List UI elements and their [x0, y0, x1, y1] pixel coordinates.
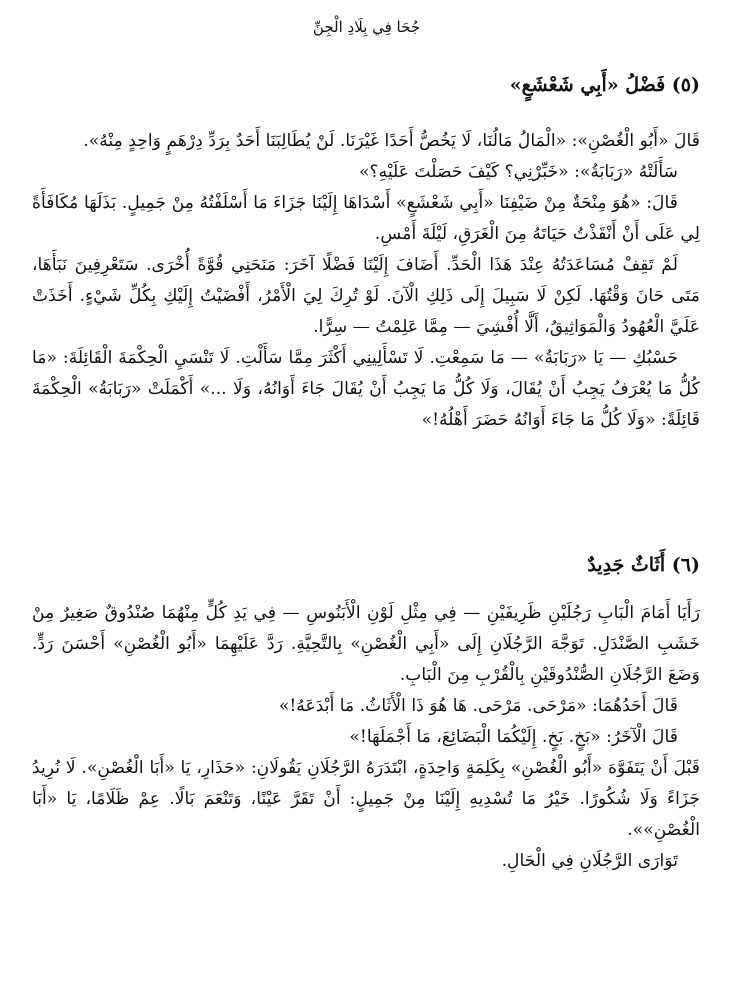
paragraph: لَمْ تَقِفْ مُسَاعَدَتُهُ عِنْدَ هَذَا الْحَدِّ. أَضَافَ إِلَيْنَا فَضْلًا آخَرَ: مَنَحَنِي قُوَّةً أُخْرَى. سَتَعْرِفِينَ نَبَأَهَا، مَتَى حَانَ وَقْتُهَا. لَكِنْ لَا سَبِيلَ إِلَى ذَلِكِ الْآنَ. لَوْ تُرِكَ لِيَ الْأَمْرُ، أَفْضَيْتُ إِلَيْكِ بِكُلِّ شَيْءٍ. أَخَذَتْ عَلَيَّ الْعُهُودُ وَالْمَوَاثِيقُ، أَلَّا أُفْشِيَ — مِمَّا عَلِمْتُ — سِرًّا.	[32, 255, 700, 337]
paragraph: تَوَارَى الرَّجُلَانِ فِي الْحَالِ.	[501, 851, 678, 871]
section-6-title: (٦) أَثَاثٌ جَدِيدٌ	[587, 554, 700, 576]
paragraph: حَسْبُكِ — يَا «رَبَابَةُ» — مَا سَمِعْتِ. لَا تَسْأَلِينِي أَكْثَرَ مِمَّا سَأَلْتِ. لَا تَنْسَيِ الْحِكْمَةَ الْقَائِلَةَ: «مَا كُلُّ مَا يُعْرَفُ يَجِبُ أَنْ يُقَالَ، وَلَا كُلُّ مَا يَجِبُ أَنْ يُقَالَ جَاءَ أَوَانُهُ، وَلَا ...» أَكْمَلَتْ «رَبَابَةُ» الْحِكْمَةَ قَائِلَةً: «وَلَا كُلُّ مَا جَاءَ أَوَانُهُ حَضَرَ أَهْلُهُ!»	[32, 348, 700, 430]
paragraph: قَالَ الْآخَرُ: «بَخٍ. بَخٍ. إِلَيْكُمَا الْبَضَائِعَ، مَا أَجْمَلَهَا!»	[349, 727, 678, 747]
section-5	[32, 68, 700, 436]
paragraph: قَالَ «أَبُو الْغُصْنِ»: «الْمَالُ مَالُنَا، لَا يَخُصُّ أَحَدًا غَيْرَنَا. لَنْ يُطَالِبَنَا أَحَدٌ بِرَدِّ دِرْهَمٍ وَاحِدٍ مِنْهُ».	[83, 131, 700, 151]
paragraph: قَالَ أَحَدُهُمَا: «مَرْحَى. مَرْحَى. هَا هُوَ ذَا الْأَثَاثُ. مَا أَبْدَعَهُ!»	[278, 696, 678, 716]
section-6	[32, 548, 700, 877]
paragraph: قَالَ: «هُوَ مِنْحَةٌ مِنْ ضَيْفِنَا «أَبِي شَعْشَعٍ» أَسْدَاهَا إِلَيْنَا جَزَاءَ مَا أَسْلَفْتُهُ مِنْ جَمِيلٍ. بَذَلَهَا مُكَافَأَةً لِي عَلَى أَنْ أَنْقَذْتُ حَيَاتَهُ مِنَ الْغَرَقِ، لَيْلَةَ أَمْسِ.	[32, 193, 700, 244]
paragraph: قَبْلَ أَنْ يَتَفَوَّهَ «أَبُو الْغُصْنِ» بِكَلِمَةٍ وَاحِدَةٍ، ابْتَدَرَهُ الرَّجُلَانِ يَقُولَانِ: «حَذَارِ، يَا «أَبَا الْغُصْنِ». لَا نُرِيدُ جَزَاءً وَلَا شُكُورًا. خَيْرُ مَا تُسْدِيهِ إِلَيْنَا مِنْ جَمِيلٍ: أَنْ تَقَرَّ عَيْنًا، وَتَنْعَمَ بَالًا. عِمْ ظَلَامًا، يَا «أَبَا الْغُصْنِ»».	[32, 758, 700, 840]
paragraph: رَأَيَا أَمَامَ الْبَابِ رَجُلَيْنِ ظَرِيفَيْنِ — فِي مِثْلِ لَوْنِ الْأَبَنُوسِ — فِي يَدِ كُلٍّ مِنْهُمَا صُنْدُوقٌ صَغِيرٌ مِنْ خَشَبِ الصَّنْدَلِ. تَوَجَّهَ الرَّجُلَانِ إِلَى «أَبِي الْغُصْنِ» بِالتَّحِيَّةِ. رَدَّ عَلَيْهِمَا «أَبُو الْغُصْنِ» أَحْسَنَ رَدٍّ. وَضَعَ الرَّجُلَانِ الصُّنْدُوقَيْنِ بِالْقُرْبِ مِنَ الْبَابِ.	[32, 603, 700, 685]
running-header: جُحَا فِي بِلَادِ الْجِنِّ	[312, 18, 421, 36]
section-5-title: (٥) فَضْلُ «أَبِي شَعْشَعٍ»	[509, 74, 700, 96]
paragraph: سَأَلَتْهُ «رَبَابَةُ»: «خَبِّرْنِي؟ كَيْفَ حَصَلْتَ عَلَيْهِ؟»	[358, 162, 678, 182]
